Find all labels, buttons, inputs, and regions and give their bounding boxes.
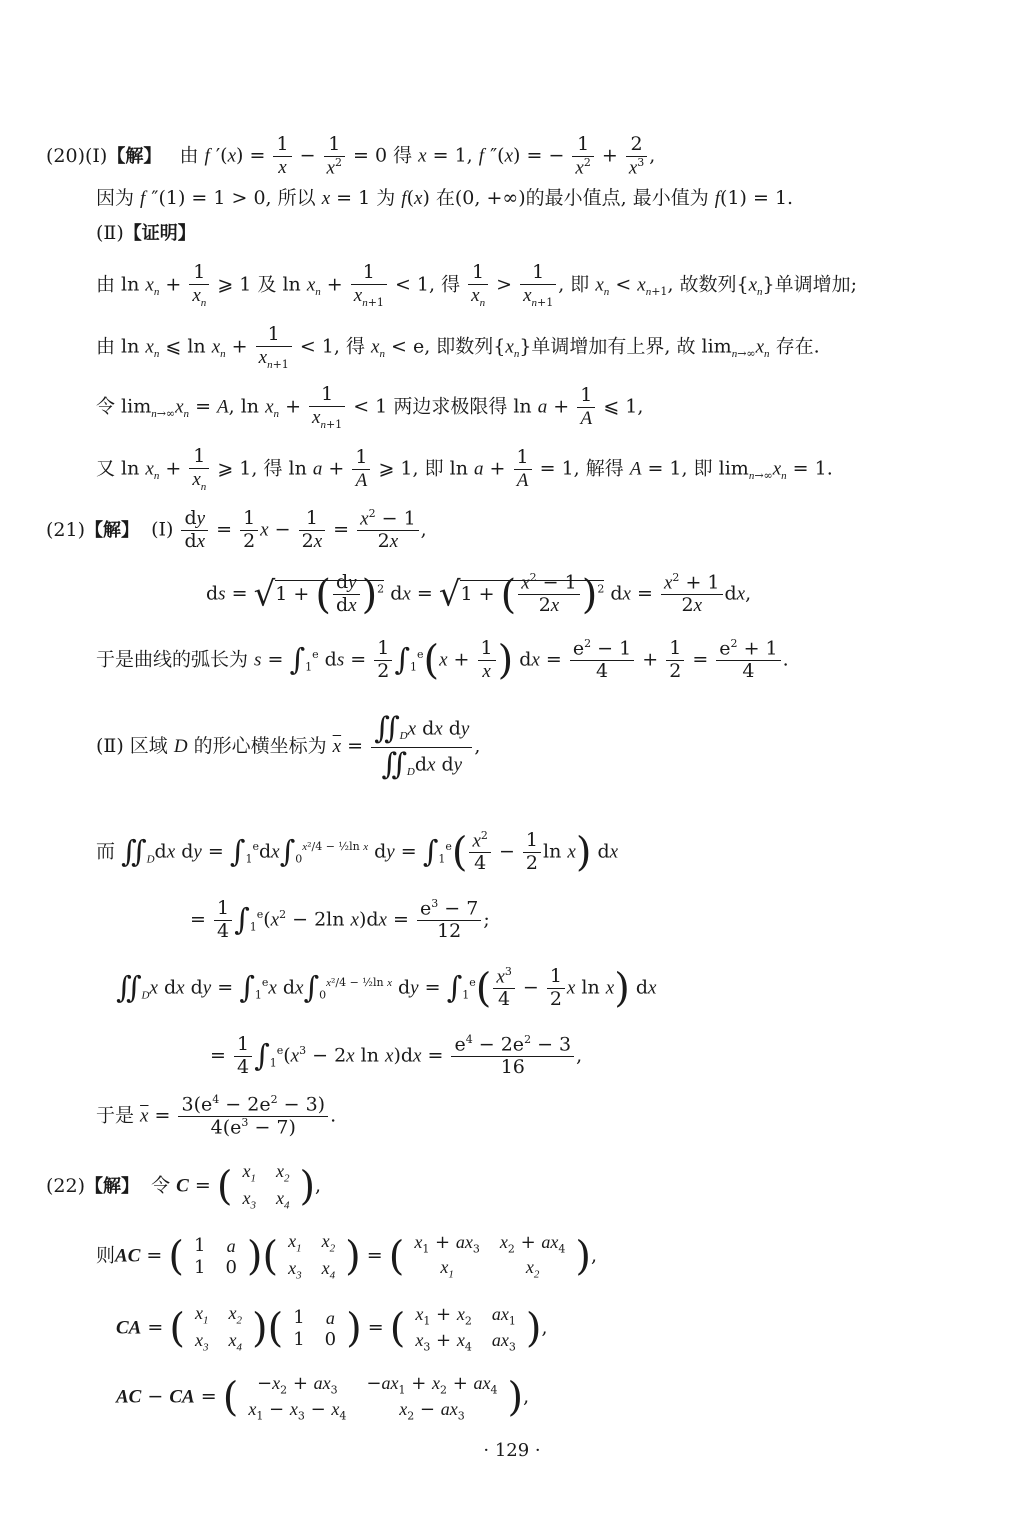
q21-line-7: $∬_Dx$ dx dy = $\int_1^ex$ $dx\int_0^{x^2/4 - \frac{1}{2}ln x}$ dy = $\int_1^e$( $\frac{x^3}{4}$ − $\frac{1}{2}$ x ln x) dx	[116, 965, 657, 1012]
q22-label: (22)【解】	[46, 1174, 140, 1197]
q22-line-4: AC − CA = ( $-x_2 + ax_3$ $-ax_1 + x_2 + ax_4$ $x_1 - x_3 - x_4$ $x_2 - ax_3$ ),	[116, 1373, 530, 1423]
q20-line-4: 由 $\ln x_n$ ⩽ $\ln x_n$ + $\frac{1}{x_{n+1}}$ < 1, 得 $x_n < e$, 即数列$\{x_n\}$单调增加有上界, 故 $\lim_{n\to\infty}x_n$ 存在.	[96, 323, 820, 371]
q20-line-3: 由 $\ln x_n$ + $\frac{1}{x_n}$ ⩾ 1 及 $\ln x_n$ + $\frac{1}{x_{n+1}}$ < 1, 得 $\frac{1}{x_n}$ > $\frac{1}{x_{n+1}}$ , 即 $x_n < x_{n+1}$, 故数列$\{x_n\}$单调增加;	[96, 261, 858, 309]
q21-line-1: (21)【解】 (Ⅰ) $\frac{dy}{dx}$ = $\frac{1}{2}$ x − $\frac{1}{2x}$ = $\frac{x^2 - 1}{2x}$ ,	[46, 507, 427, 553]
q22-line-1: (22)【解】 令 C = ( $x_1$ $x_2$ $x_3$ $x_4$ ),	[46, 1161, 322, 1212]
q21-label: (21)【解】	[46, 518, 140, 541]
q20-line-1: (20)(Ⅰ)【解】 由 f ′(x) = $\frac{1}{x}$ − $\frac{1}{x^2}$ = 0 得 x = 1, f ″(x) = − $\frac{1}{x^2}$ + $\frac{2}{x^3}$ ,	[46, 133, 656, 179]
q20-label: (20)(Ⅰ)【解】	[46, 144, 162, 167]
q21-line-4: (Ⅱ) 区域 D 的形心横坐标为 $\overline{x}$ = $\frac{∬_Dx dx dy}{∬_Ddx dy}$ ,	[96, 711, 481, 782]
q21-line-9: 于是 $\overline{x}$ = $\frac{3(e^4 - 2e^2 - 3)}{4(e^3 - 7)}$ .	[96, 1093, 337, 1139]
q21-line-5: 而 $∬_Ddx$ dy = $\int_1^edx\int_0^{x^2/4 - \frac{1}{2}ln x}$ dy = $\int_1^e$( $\frac{x^2}{4}$ − $\frac{1}{2}$ ln x) dx	[96, 829, 619, 876]
q21-line-8: = $\frac{1}{4}$ $\int_1^e(x^3 - 2x$ ln x)dx = $\frac{e^4 - 2e^2 - 3}{16}$ ,	[210, 1033, 583, 1079]
q20-part2-label: (Ⅱ)【证明】	[96, 222, 196, 244]
q22-line-3: CA = ( $x_1$ $x_2$ $x_3$ $x_4$ )( 1 a 1 0 ) = ( $x_1 + x_2$ $ax_1$ $x_3 + x_4$ $ax_3$ ),	[116, 1303, 548, 1354]
q21-line-2: ds = √1 + ( $\frac{dy}{dx}$ )$^2$ dx = √1 + ( $\frac{x^2 - 1}{2x}$ )$^2$ dx = $\frac{x^2 + 1}{2x}$ dx,	[206, 571, 752, 618]
q20-line-2: 因为 f ″(1) = 1 > 0, 所以 x = 1 为 f(x) 在(0, +∞)的最小值点, 最小值为 f(1) = 1.	[96, 187, 794, 209]
q20-line-5: 令 $\lim_{n\to\infty}x_n = A$, $\ln x_n$ + $\frac{1}{x_{n+1}}$ < 1 两边求极限得 ln a + $\frac{1}{A}$ ⩽ 1,	[96, 383, 644, 431]
q20-line-6: 又 $\ln x_n$ + $\frac{1}{x_n}$ ⩾ 1, 得 ln a + $\frac{1}{A}$ ⩾ 1, 即 ln a + $\frac{1}{A}$ = 1, 解得 A = 1, 即 $\lim_{n\to\infty}x_n = 1$.	[96, 445, 833, 493]
q21-line-6: = $\frac{1}{4}$ $\int_1^e(x^2 - 2\ln$ x)dx = $\frac{e^3 - 7}{12}$ ;	[190, 897, 490, 943]
page-number: · 129 ·	[483, 1440, 541, 1461]
q22-line-2: 则AC = ( 1 a 1 0 )( $x_1$ $x_2$ $x_3$ $x_4$ ) = ( $x_1 + ax_3$ $x_2 + ax_4$ $x_1$ $x_2$ ),	[96, 1231, 598, 1282]
page-number-value: 129	[494, 1440, 530, 1461]
q21-line-3: 于是曲线的弧长为 $s = \int_1^e$ ds = $\frac{1}{2}$ $\int_1^e(x$ + $\frac{1}{x}$ ) dx = $\frac{e^2 - 1}{4}$ + $\frac{1}{2}$ = $\frac{e^2 + 1}{4}$ .	[96, 637, 789, 684]
